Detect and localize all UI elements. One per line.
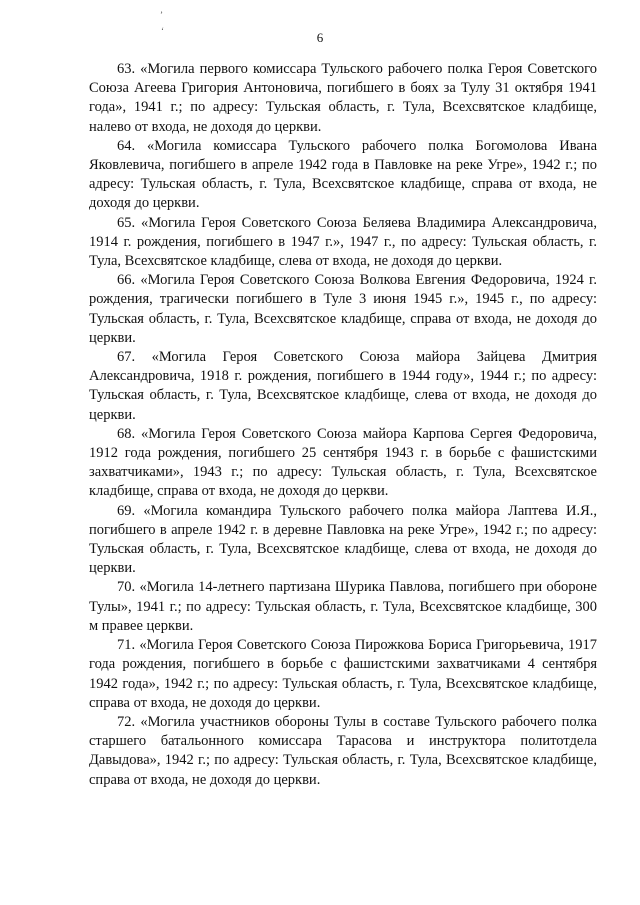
list-item: 65. «Могила Героя Советского Союза Беляева Владимира Александровича, 1914 г. рождения, погибшего в 1947 г.», 1947 г., по адресу: Тульская область, г. Тула, Всехсвятское кладбище, слева от входа, не доходя до церкви. — [89, 214, 597, 270]
list-item: 63. «Могила первого комиссара Тульского рабочего полка Героя Советского Союза Агеева Григория Антоновича, погибшего в боях за Тулу 31 октября 1941 года», 1941 г.; по адресу: Тульская область, г. Тула, Всехсвятское кладбище, налево от входа, не доходя до церкви. — [89, 61, 597, 135]
scan-mark: ʼ — [160, 10, 163, 20]
list-item: 72. «Могила участников обороны Тулы в составе Тульского рабочего полка старшего батальонного комиссара Тарасова и инструктора политотдела Давыдова», 1942 г.; по адресу: Тульская область, г. Тула, Всехсвятское кладбище, справа от входа, не доходя до церкви. — [89, 713, 597, 788]
list-item: 67. «Могила Героя Советского Союза майора Зайцева Дмитрия Александровича, 1918 г. рождения, погибшего в 1944 году», 1944 г.; по адресу: Тульская область, г. Тула, Всехсвятское кладбище, слева от входа, не доходя до церкви. — [89, 349, 597, 423]
list-item: 69. «Могила командира Тульского рабочего полка майора Лаптева И.Я., погибшего в апреле 1942 г. в деревне Павловка на реке Угре», 1942 г.; по адресу: Тульская область, г. Тула, Всехсвятское кладбище, слева от входа, не доходя до церкви. — [89, 502, 597, 577]
page-number: 6 — [316, 30, 324, 45]
document-body — [89, 60, 597, 790]
list-item: 64. «Могила комиссара Тульского рабочего полка Богомолова Ивана Яковлевича, погибшего в апреле 1942 года в Павловке на реке Угре», 1942 г.; по адресу: Тульская область, г. Тула, Всехсвятское кладбище, справа от входа, не доходя до церкви. — [89, 137, 597, 212]
scan-mark: ʻ — [161, 26, 164, 36]
list-item: 68. «Могила Героя Советского Союза майора Карпова Сергея Федоровича, 1912 года рождения, погибшего 25 сентября 1943 г. в борьбе с фашистскими захватчиками», 1943 г.; по адресу: Тульская область, г. Тула, Всехсвятское кладбище, справа от входа, не доходя до церкви. — [89, 425, 597, 500]
list-item: 71. «Могила Героя Советского Союза Пирожкова Бориса Григорьевича, 1917 года рождения, погибшего в борьбе с фашистскими захватчиками 4 сентября 1942 года», 1942 г.; по адресу: Тульская область, г. Тула, Всехсвятское кладбище, справа от входа, не доходя до церкви. — [89, 637, 597, 711]
list-item: 66. «Могила Героя Советского Союза Волкова Евгения Федоровича, 1924 г. рождения, трагически погибшего в Туле 3 июня 1945 г.», 1945 г., по адресу: Тульская область, г. Тула, Всехсвятское кладбище, справа от входа, не доходя до церкви. — [89, 272, 597, 346]
list-item: 70. «Могила 14-летнего партизана Шурика Павлова, погибшего при обороне Тулы», 1941 г.; по адресу: Тульская область, г. Тула, Всехсвятское кладбище, 300 м правее церкви. — [89, 579, 597, 634]
